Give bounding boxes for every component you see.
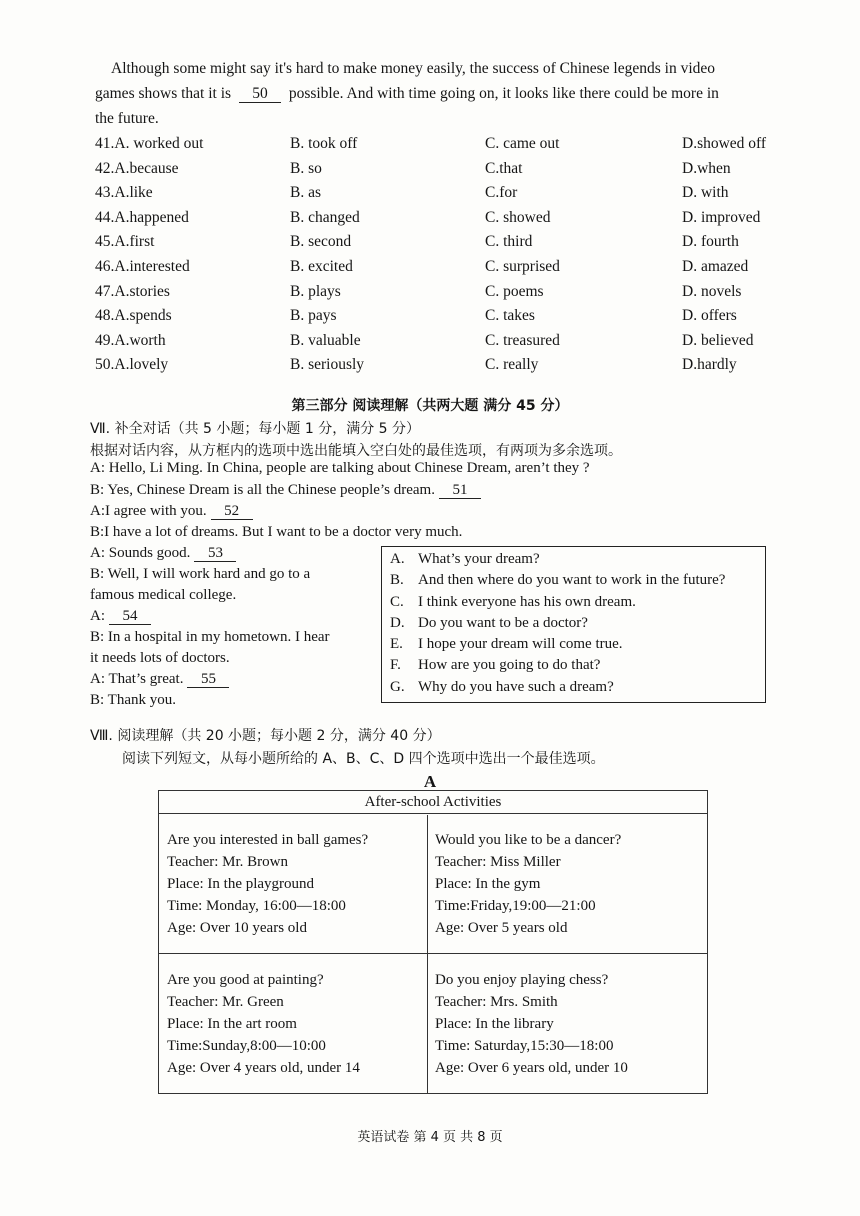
dialogue-text: A:I agree with you. — [90, 503, 207, 519]
option-b: B. changed — [290, 208, 360, 226]
passage-label: A — [423, 772, 437, 791]
blank-55: 55 — [187, 671, 229, 688]
option-b: B. as — [290, 184, 321, 202]
activity-place: Place: In the playground — [167, 876, 315, 892]
table-title: After-school Activities — [159, 791, 707, 814]
choice-item — [390, 572, 765, 593]
option-row — [95, 135, 795, 160]
choice-key: F. — [390, 657, 401, 674]
dialogue-line-9: B: In a hospital in my hometown. I hear — [90, 629, 330, 645]
choice-key: A. — [390, 551, 405, 567]
page-footer: 英语试卷 第 4 页 共 8 页 — [357, 1130, 503, 1145]
option-a: 50.A.lovely — [95, 356, 169, 374]
activity-time: Time:Sunday,8:00—10:00 — [167, 1038, 326, 1054]
option-d: D. novels — [682, 282, 742, 300]
option-c: C. came out — [485, 135, 560, 152]
option-b: B. pays — [290, 307, 337, 325]
dialogue-line-5 — [90, 545, 240, 562]
option-a: 47.A.stories — [95, 282, 170, 300]
blank-54: 54 — [109, 608, 151, 625]
activity-place: Place: In the art room — [167, 1016, 297, 1032]
choices-box — [381, 546, 766, 703]
part3-heading: 第三部分 阅读理解（共两大题 满分 45 分） — [291, 398, 569, 414]
option-c: C. showed — [485, 208, 551, 226]
option-row — [95, 258, 795, 283]
choice-item — [390, 679, 765, 700]
section8-title: Ⅷ. 阅读理解（共 20 小题；每小题 2 分，满分 40 分） — [90, 728, 441, 744]
dialogue-line-2 — [90, 482, 485, 499]
activity-age: Age: Over 6 years old, under 10 — [435, 1060, 628, 1076]
option-d: D.hardly — [682, 356, 737, 374]
choice-key: C. — [390, 593, 404, 610]
option-d: D. believed — [682, 331, 754, 349]
table-divider — [427, 815, 428, 1093]
dialogue-text: B: Yes, Chinese Dream is all the Chinese people’s dream. — [90, 482, 435, 498]
choice-text: And then where do you want to work in the future? — [418, 572, 726, 589]
activity-age: Age: Over 10 years old — [167, 920, 307, 936]
option-c: C. poems — [485, 282, 544, 300]
option-b: B. so — [290, 159, 322, 177]
intro-line-1: Although some might say it's hard to make money easily, the success of Chinese legends in video — [111, 60, 716, 77]
dialogue-line-7: famous medical college. — [90, 587, 237, 603]
option-a: 45.A.first — [95, 233, 155, 251]
intro-line-2-start: games shows that it is — [95, 85, 232, 102]
choice-text: What’s your dream? — [418, 551, 540, 567]
option-d: D. with — [682, 184, 729, 202]
choice-text: How are you going to do that? — [418, 657, 601, 674]
option-d: D.showed off — [682, 135, 767, 152]
option-c: C. treasured — [485, 331, 560, 349]
activity-question: Do you enjoy playing chess? — [435, 972, 609, 988]
dialogue-line-1: A: Hello, Li Ming. In China, people are talking about Chinese Dream, aren’t they ? — [90, 460, 590, 476]
option-b: B. excited — [290, 257, 353, 275]
activity-place: Place: In the library — [435, 1016, 554, 1032]
option-row — [95, 332, 795, 357]
option-row — [95, 283, 795, 308]
option-row — [95, 184, 795, 209]
option-c: C. takes — [485, 307, 535, 325]
activities-table — [158, 790, 708, 1094]
section7-title: Ⅶ. 补全对话（共 5 小题；每小题 1 分，满分 5 分） — [90, 421, 420, 437]
dialogue-line-11 — [90, 671, 233, 688]
choice-text: Do you want to be a doctor? — [418, 614, 588, 631]
choice-item — [390, 594, 765, 615]
table-grid — [159, 815, 707, 1093]
option-a: 41.A. worked out — [95, 135, 204, 152]
option-row — [95, 160, 795, 185]
option-d: D. improved — [682, 208, 761, 226]
option-row — [95, 356, 795, 381]
option-d: D.when — [682, 159, 731, 177]
option-b: B. plays — [290, 282, 341, 300]
choice-item — [390, 615, 765, 636]
choice-item — [390, 636, 765, 657]
activity-cell-painting — [167, 969, 360, 1079]
dialogue-line-10: it needs lots of doctors. — [90, 650, 230, 666]
activity-teacher: Teacher: Miss Miller — [435, 854, 561, 870]
option-b: B. seriously — [290, 356, 365, 374]
option-c: C.for — [485, 184, 518, 202]
dialogue-line-3 — [90, 503, 257, 520]
dialogue-text: A: That’s great. — [90, 671, 184, 687]
option-d: D. amazed — [682, 257, 749, 275]
choice-key: D. — [390, 614, 405, 631]
option-row — [95, 233, 795, 258]
dialogue-line-12: B: Thank you. — [90, 692, 176, 708]
activity-cell-dancer — [435, 829, 621, 939]
blank-52: 52 — [211, 503, 253, 520]
activity-question: Would you like to be a dancer? — [435, 832, 622, 848]
activity-question: Are you good at painting? — [167, 972, 324, 988]
option-a: 49.A.worth — [95, 331, 166, 349]
activity-place: Place: In the gym — [435, 876, 541, 892]
choice-item — [390, 657, 765, 678]
option-c: C. third — [485, 233, 533, 251]
table-divider — [159, 953, 707, 954]
dialogue-text: A: — [90, 608, 105, 624]
option-c: C.that — [485, 159, 523, 177]
choice-text: I hope your dream will come true. — [418, 636, 623, 653]
activity-time: Time: Monday, 16:00—18:00 — [167, 898, 346, 914]
blank-53: 53 — [194, 545, 236, 562]
option-a: 43.A.like — [95, 184, 153, 202]
option-c: C. really — [485, 356, 539, 374]
choice-key: E. — [390, 636, 403, 653]
option-c: C. surprised — [485, 257, 560, 275]
cloze-options — [95, 135, 795, 381]
option-b: B. valuable — [290, 331, 361, 349]
activity-question: Are you interested in ball games? — [167, 832, 369, 848]
option-a: 44.A.happened — [95, 208, 189, 226]
intro-line-2-end: possible. And with time going on, it looks like there could be more in — [288, 85, 719, 102]
section8-instruction: 阅读下列短文，从每小题所给的 A、B、C、D 四个选项中选出一个最佳选项。 — [122, 751, 605, 767]
blank-50: 50 — [239, 86, 281, 103]
activity-cell-chess — [435, 969, 628, 1079]
activity-time: Time:Friday,19:00—21:00 — [435, 898, 596, 914]
choice-key: B. — [390, 572, 404, 589]
option-a: 46.A.interested — [95, 257, 190, 275]
dialogue-line-4: B:I have a lot of dreams. But I want to be a doctor very much. — [90, 524, 463, 540]
option-d: D. fourth — [682, 233, 739, 251]
activity-teacher: Teacher: Mr. Green — [167, 994, 284, 1010]
cloze-passage-ending — [95, 56, 775, 131]
option-a: 48.A.spends — [95, 307, 172, 325]
option-b: B. second — [290, 233, 352, 251]
choice-item — [390, 551, 765, 572]
section7-instruction: 根据对话内容，从方框内的选项中选出能填入空白处的最佳选项，有两项为多余选项。 — [90, 443, 622, 459]
activity-time: Time: Saturday,15:30—18:00 — [435, 1038, 614, 1054]
activity-age: Age: Over 4 years old, under 14 — [167, 1060, 360, 1076]
dialogue-line-8 — [90, 608, 155, 625]
intro-line-3: the future. — [95, 110, 159, 127]
option-d: D. offers — [682, 307, 737, 325]
activity-age: Age: Over 5 years old — [435, 920, 568, 936]
choice-text: I think everyone has his own dream. — [418, 593, 636, 610]
option-b: B. took off — [290, 135, 358, 152]
intro-line-2 — [95, 81, 775, 106]
choice-text: Why do you have such a dream? — [418, 678, 614, 695]
choice-key: G. — [390, 678, 405, 695]
option-a: 42.A.because — [95, 159, 179, 177]
activity-cell-ball-games — [167, 829, 368, 939]
blank-51: 51 — [439, 482, 481, 499]
dialogue-line-6: B: Well, I will work hard and go to a — [90, 566, 311, 582]
activity-teacher: Teacher: Mrs. Smith — [435, 994, 558, 1010]
activity-teacher: Teacher: Mr. Brown — [167, 854, 288, 870]
option-row — [95, 307, 795, 332]
dialogue-text: A: Sounds good. — [90, 545, 191, 561]
option-row — [95, 209, 795, 234]
